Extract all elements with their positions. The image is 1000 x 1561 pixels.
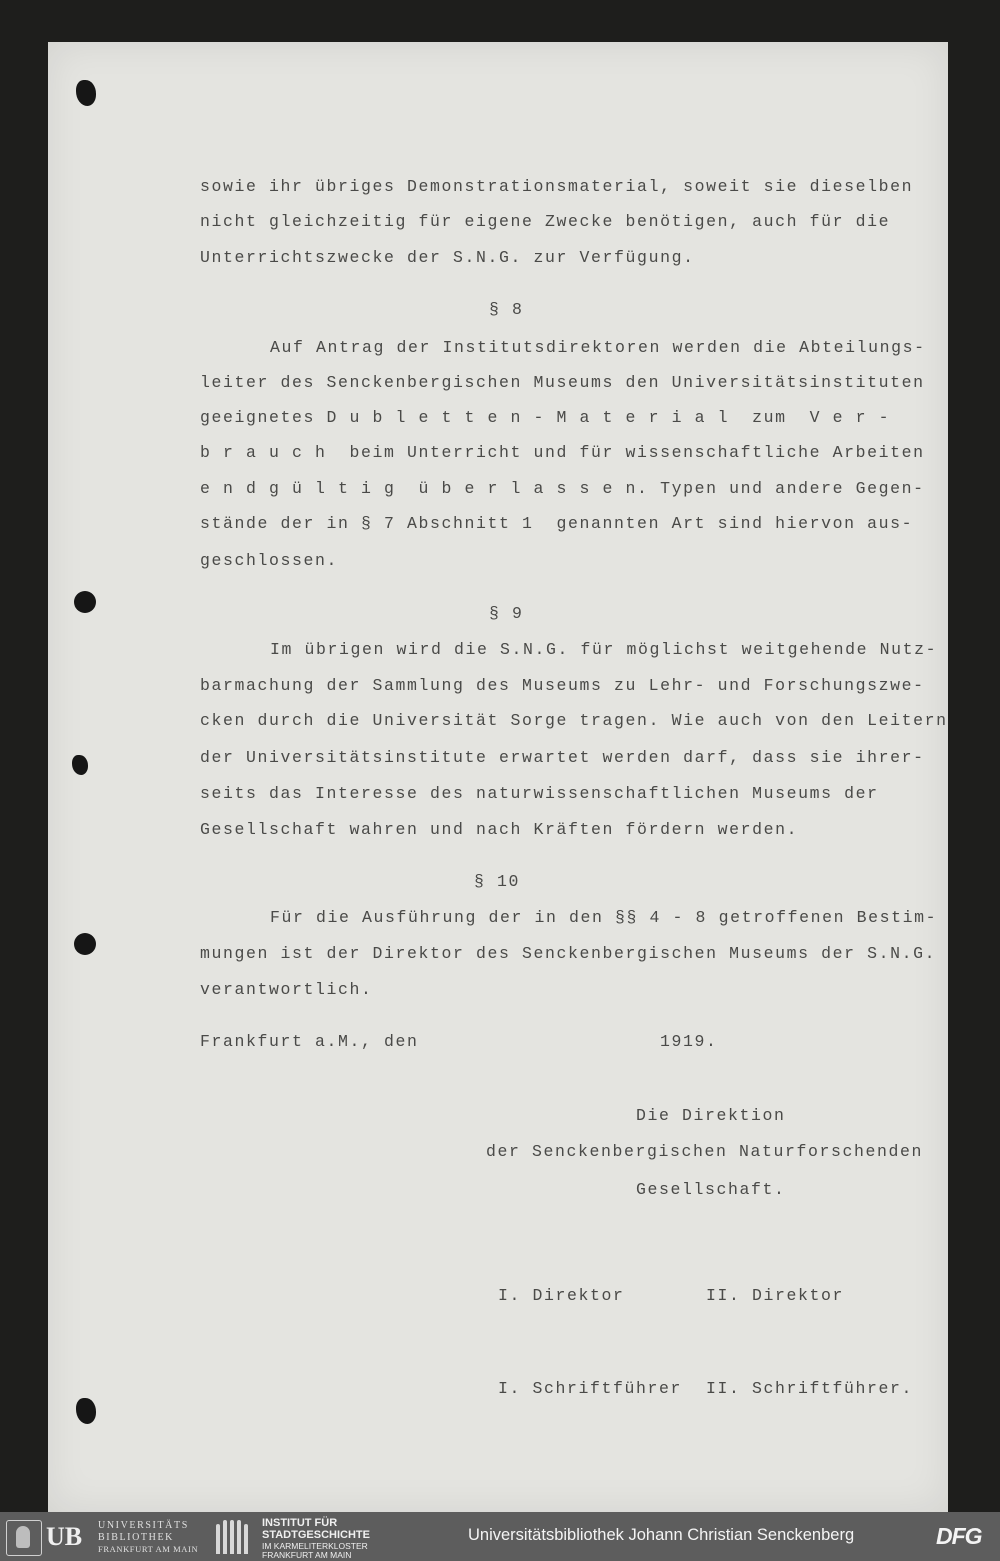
text-line: cken durch die Universität Sorge tragen. Wie auch von den Leitern — [200, 711, 948, 730]
text-line: Auf Antrag der Institutsdirektoren werden die Abteilungs- — [270, 338, 926, 357]
year: 1919. — [660, 1032, 718, 1051]
isg-line: INSTITUT FÜR — [262, 1517, 338, 1529]
text-line: Unterrichtszwecke der S.N.G. zur Verfügung. — [200, 248, 695, 267]
text-line: mungen ist der Direktor des Senckenbergischen Museums der S.N.G. — [200, 944, 937, 963]
text-line: stände der in § 7 Abschnitt 1 genannten Art sind hiervon aus- — [200, 514, 914, 533]
punch-hole — [76, 1398, 96, 1424]
punch-hole — [72, 755, 88, 775]
signatory-org: der Senckenbergischen Naturforschenden — [486, 1142, 924, 1161]
text-line: barmachung der Sammlung des Museums zu Lehr- und Forschungszwe- — [200, 676, 925, 695]
text-line: Im übrigen wird die S.N.G. für möglichst weitgehende Nutz- — [270, 640, 938, 659]
text-line: sowie ihr übriges Demonstrationsmaterial, soweit sie dieselben — [200, 177, 914, 196]
section-heading: § 10 — [474, 872, 521, 891]
text-line: Gesellschaft wahren und nach Kräften fördern werden. — [200, 820, 799, 839]
dfg-logo[interactable]: DFG — [936, 1523, 982, 1549]
ub-portrait-icon — [6, 1520, 42, 1556]
library-name[interactable]: Universitätsbibliothek Johann Christian Senckenberg — [468, 1526, 855, 1544]
text-line: leiter des Senckenbergischen Museums den Universitätsinstituten — [200, 373, 925, 392]
isg-arches-icon[interactable] — [216, 1520, 252, 1554]
footer-bar — [0, 1512, 1000, 1561]
text-line: e n d g ü l t i g ü b e r l a s s e n. Typen und andere Gegen- — [200, 479, 925, 498]
signature-line: II. Schriftführer. — [706, 1379, 914, 1398]
punch-hole — [74, 933, 96, 955]
ub-line: BIBLIOTHEK — [98, 1532, 174, 1543]
isg-line: STADTGESCHICHTE — [262, 1529, 370, 1541]
punch-hole — [76, 80, 96, 106]
signature-line: I. Direktor — [498, 1286, 625, 1305]
text-line: geschlossen. — [200, 551, 339, 570]
ub-line: UNIVERSITÄTS — [98, 1520, 189, 1531]
ub-letters: UB — [46, 1522, 83, 1551]
section-heading: § 9 — [489, 604, 524, 623]
section-heading: § 8 — [489, 300, 524, 319]
signatory-title: Die Direktion — [636, 1106, 786, 1125]
signatory-org: Gesellschaft. — [636, 1180, 786, 1199]
ub-line: FRANKFURT AM MAIN — [98, 1544, 199, 1554]
text-line: verantwortlich. — [200, 980, 373, 999]
text-line: seits das Interesse des naturwissenschaftlichen Museums der — [200, 784, 879, 803]
isg-line: FRANKFURT AM MAIN — [262, 1550, 352, 1560]
place-date-label: Frankfurt a.M., den — [200, 1032, 419, 1051]
signature-line: II. Direktor — [706, 1286, 845, 1305]
text-line: b r a u c h beim Unterricht und für wissenschaftliche Arbeiten — [200, 443, 925, 462]
punch-hole — [74, 591, 96, 613]
text-line: nicht gleichzeitig für eigene Zwecke benötigen, auch für die — [200, 212, 891, 231]
text-line: Für die Ausführung der in den §§ 4 - 8 getroffenen Bestim- — [270, 908, 938, 927]
signature-line: I. Schriftführer — [498, 1379, 683, 1398]
text-line: geeignetes D u b l e t t e n - M a t e r i a l zum V e r - — [200, 408, 891, 427]
isg-line: IM KARMELITERKLOSTER — [262, 1541, 368, 1551]
text-line: der Universitätsinstitute erwartet werden darf, dass sie ihrer- — [200, 748, 925, 767]
ub-logo[interactable] — [6, 1518, 206, 1556]
